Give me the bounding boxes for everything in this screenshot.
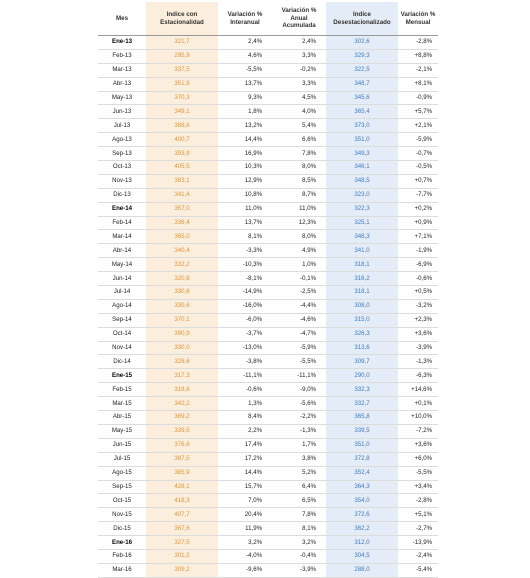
variacion-mensual-cell: +14,6% <box>398 383 438 397</box>
indice-desestacionalizado-cell: 362,2 <box>326 522 398 536</box>
indice-desestacionalizado-cell: 372,6 <box>326 508 398 522</box>
table-row <box>98 480 438 494</box>
variacion-mensual-cell: +3,4% <box>398 480 438 494</box>
variacion-anual-acumulada-cell: 8,5% <box>272 174 326 188</box>
variacion-interanual-cell: -10,3% <box>218 258 272 272</box>
variacion-interanual-cell: -11,1% <box>218 369 272 383</box>
variacion-anual-acumulada-cell: 8,1% <box>272 522 326 536</box>
indice-desestacionalizado-cell: 302,6 <box>326 36 398 50</box>
variacion-anual-acumulada-cell: 8,0% <box>272 230 326 244</box>
table-row <box>98 63 438 77</box>
month-cell: Jul-13 <box>98 119 146 133</box>
indice-estacionalidad-cell: 370,3 <box>146 91 218 105</box>
variacion-mensual-cell: +0,5% <box>398 286 438 300</box>
variacion-mensual-cell: -5,5% <box>398 466 438 480</box>
variacion-mensual-cell: +6,0% <box>398 452 438 466</box>
indice-estacionalidad-cell: 369,2 <box>146 411 218 425</box>
table-row <box>98 494 438 508</box>
indice-estacionalidad-cell: 342,2 <box>146 397 218 411</box>
variacion-anual-acumulada-cell: -0,1% <box>272 272 326 286</box>
indice-desestacionalizado-cell: 373,0 <box>326 119 398 133</box>
month-cell: Sep-14 <box>98 313 146 327</box>
indice-desestacionalizado-cell: 313,6 <box>326 341 398 355</box>
month-cell: Mar-15 <box>98 397 146 411</box>
month-cell: Dic-15 <box>98 522 146 536</box>
variacion-mensual-cell: -1,3% <box>398 355 438 369</box>
variacion-anual-acumulada-cell: 1,7% <box>272 438 326 452</box>
variacion-anual-acumulada-cell: 6,5% <box>272 494 326 508</box>
variacion-mensual-cell: +0,7% <box>398 174 438 188</box>
table-row <box>98 424 438 438</box>
indice-desestacionalizado-cell: 351,0 <box>326 133 398 147</box>
variacion-interanual-cell: 17,2% <box>218 452 272 466</box>
indice-estacionalidad-cell: 349,1 <box>146 105 218 119</box>
table-row <box>98 397 438 411</box>
month-cell: May-14 <box>98 258 146 272</box>
variacion-interanual-cell: 14,4% <box>218 133 272 147</box>
table-row <box>98 299 438 313</box>
variacion-anual-acumulada-cell: 8,7% <box>272 188 326 202</box>
indice-estacionalidad-cell: 337,5 <box>146 63 218 77</box>
variacion-anual-acumulada-cell: -5,5% <box>272 355 326 369</box>
indice-desestacionalizado-cell: 329,3 <box>326 49 398 63</box>
variacion-interanual-cell: -13,0% <box>218 341 272 355</box>
indice-desestacionalizado-cell: 354,0 <box>326 494 398 508</box>
variacion-mensual-cell: -2,7% <box>398 522 438 536</box>
variacion-interanual-cell: 4,6% <box>218 49 272 63</box>
indice-desestacionalizado-cell: 309,7 <box>326 355 398 369</box>
variacion-interanual-cell: -3,8% <box>218 355 272 369</box>
indice-estacionalidad-cell: 330,0 <box>146 341 218 355</box>
variacion-interanual-cell: 13,7% <box>218 77 272 91</box>
variacion-mensual-cell: -0,9% <box>398 91 438 105</box>
indice-desestacionalizado-cell: 364,3 <box>326 480 398 494</box>
indice-desestacionalizado-cell: 318,1 <box>326 258 398 272</box>
variacion-mensual-cell: +0,2% <box>398 202 438 216</box>
month-cell: Ene-16 <box>98 536 146 550</box>
month-cell: Ene-13 <box>98 36 146 50</box>
variacion-interanual-cell: 11,0% <box>218 202 272 216</box>
variacion-mensual-cell: +5,1% <box>398 508 438 522</box>
variacion-interanual-cell: 13,2% <box>218 119 272 133</box>
month-cell: Ago-13 <box>98 133 146 147</box>
variacion-anual-acumulada-cell: 5,4% <box>272 119 326 133</box>
month-cell: Jun-13 <box>98 105 146 119</box>
variacion-interanual-cell: 12,9% <box>218 174 272 188</box>
variacion-interanual-cell: -3,3% <box>218 244 272 258</box>
variacion-interanual-cell: -8,1% <box>218 272 272 286</box>
month-cell: Abr-15 <box>98 411 146 425</box>
variacion-mensual-cell: -2,4% <box>398 549 438 563</box>
variacion-mensual-cell: -0,7% <box>398 147 438 161</box>
variacion-anual-acumulada-cell: -2,5% <box>272 286 326 300</box>
indice-estacionalidad-cell: 332,2 <box>146 258 218 272</box>
indices-table <box>98 2 438 578</box>
variacion-mensual-cell: -7,2% <box>398 424 438 438</box>
table-row <box>98 411 438 425</box>
indice-estacionalidad-cell: 418,3 <box>146 494 218 508</box>
variacion-mensual-cell: +0,9% <box>398 216 438 230</box>
month-cell: Ago-15 <box>98 466 146 480</box>
month-cell: Jul-14 <box>98 286 146 300</box>
month-cell: Dic-14 <box>98 355 146 369</box>
variacion-anual-acumulada-cell: 4,0% <box>272 105 326 119</box>
table-row <box>98 272 438 286</box>
variacion-interanual-cell: -16,0% <box>218 299 272 313</box>
table-row <box>98 355 438 369</box>
table-row <box>98 383 438 397</box>
month-cell: Oct-13 <box>98 161 146 175</box>
month-cell: Mar-14 <box>98 230 146 244</box>
month-cell: Oct-14 <box>98 327 146 341</box>
variacion-mensual-cell: -3,9% <box>398 341 438 355</box>
indice-desestacionalizado-cell: 318,1 <box>326 286 398 300</box>
indice-estacionalidad-cell: 318,6 <box>146 383 218 397</box>
variacion-anual-acumulada-cell: 6,4% <box>272 480 326 494</box>
indice-desestacionalizado-cell: 352,4 <box>326 466 398 480</box>
variacion-interanual-cell: 8,1% <box>218 230 272 244</box>
month-cell: Nov-14 <box>98 341 146 355</box>
variacion-anual-acumulada-cell: -5,6% <box>272 397 326 411</box>
table-row <box>98 216 438 230</box>
variacion-interanual-cell: 3,2% <box>218 536 272 550</box>
table-row <box>98 341 438 355</box>
indice-estacionalidad-cell: 400,7 <box>146 133 218 147</box>
variacion-mensual-cell: -3,2% <box>398 299 438 313</box>
indice-estacionalidad-cell: 376,6 <box>146 438 218 452</box>
indice-estacionalidad-cell: 351,9 <box>146 77 218 91</box>
indice-desestacionalizado-cell: 332,3 <box>326 383 398 397</box>
indice-desestacionalizado-cell: 339,5 <box>326 424 398 438</box>
table-row <box>98 522 438 536</box>
variacion-mensual-cell: +7,1% <box>398 230 438 244</box>
variacion-mensual-cell: +3,6% <box>398 327 438 341</box>
month-cell: Jun-14 <box>98 272 146 286</box>
variacion-interanual-cell: 2,4% <box>218 36 272 50</box>
variacion-mensual-cell: -5,9% <box>398 133 438 147</box>
variacion-anual-acumulada-cell: -4,6% <box>272 313 326 327</box>
variacion-anual-acumulada-cell: -3,9% <box>272 563 326 577</box>
indice-estacionalidad-cell: 407,7 <box>146 508 218 522</box>
variacion-anual-acumulada-cell: 3,8% <box>272 452 326 466</box>
table-row <box>98 438 438 452</box>
variacion-mensual-cell: -6,3% <box>398 369 438 383</box>
indice-estacionalidad-cell: 367,6 <box>146 522 218 536</box>
variacion-mensual-cell: -7,7% <box>398 188 438 202</box>
indice-estacionalidad-cell: 370,1 <box>146 313 218 327</box>
variacion-interanual-cell: -9,6% <box>218 563 272 577</box>
header-indice-estacionalidad: Indice con Estacionalidad <box>146 2 218 36</box>
variacion-anual-acumulada-cell: 3,3% <box>272 49 326 63</box>
indice-estacionalidad-cell: 327,5 <box>146 536 218 550</box>
indice-estacionalidad-cell: 357,0 <box>146 202 218 216</box>
variacion-anual-acumulada-cell: 5,2% <box>272 466 326 480</box>
indice-estacionalidad-cell: 320,8 <box>146 272 218 286</box>
variacion-mensual-cell: -0,6% <box>398 272 438 286</box>
variacion-anual-acumulada-cell: -1,3% <box>272 424 326 438</box>
indice-desestacionalizado-cell: 365,8 <box>326 411 398 425</box>
variacion-anual-acumulada-cell: 7,8% <box>272 147 326 161</box>
table-row <box>98 188 438 202</box>
month-cell: Mar-13 <box>98 63 146 77</box>
indice-desestacionalizado-cell: 323,0 <box>326 188 398 202</box>
indice-desestacionalizado-cell: 348,7 <box>326 77 398 91</box>
variacion-anual-acumulada-cell: -0,2% <box>272 63 326 77</box>
variacion-interanual-cell: -0,6% <box>218 383 272 397</box>
month-cell: Abr-14 <box>98 244 146 258</box>
variacion-mensual-cell: -0,5% <box>398 161 438 175</box>
table-row <box>98 369 438 383</box>
variacion-anual-acumulada-cell: -11,1% <box>272 369 326 383</box>
month-cell: Dic-13 <box>98 188 146 202</box>
table-row <box>98 174 438 188</box>
indice-estacionalidad-cell: 383,1 <box>146 174 218 188</box>
indice-desestacionalizado-cell: 351,0 <box>326 438 398 452</box>
variacion-anual-acumulada-cell: 12,3% <box>272 216 326 230</box>
indice-desestacionalizado-cell: 332,7 <box>326 397 398 411</box>
table-row <box>98 452 438 466</box>
month-cell: Jun-15 <box>98 438 146 452</box>
indice-estacionalidad-cell: 365,0 <box>146 230 218 244</box>
table-row <box>98 508 438 522</box>
indice-estacionalidad-cell: 301,2 <box>146 549 218 563</box>
table-row <box>98 563 438 577</box>
variacion-mensual-cell: -2,1% <box>398 63 438 77</box>
month-cell: Abr-13 <box>98 77 146 91</box>
indice-desestacionalizado-cell: 348,3 <box>326 230 398 244</box>
table-row <box>98 258 438 272</box>
variacion-anual-acumulada-cell: -9,0% <box>272 383 326 397</box>
table-row <box>98 36 438 50</box>
variacion-interanual-cell: 13,7% <box>218 216 272 230</box>
variacion-interanual-cell: 7,0% <box>218 494 272 508</box>
variacion-interanual-cell: 10,8% <box>218 188 272 202</box>
data-table-container <box>98 2 438 578</box>
month-cell: Sep-15 <box>98 480 146 494</box>
table-row <box>98 536 438 550</box>
variacion-anual-acumulada-cell: 3,3% <box>272 77 326 91</box>
variacion-anual-acumulada-cell: -4,7% <box>272 327 326 341</box>
indice-estacionalidad-cell: 405,5 <box>146 161 218 175</box>
variacion-mensual-cell: +2,3% <box>398 313 438 327</box>
month-cell: Ago-14 <box>98 299 146 313</box>
indice-estacionalidad-cell: 393,9 <box>146 147 218 161</box>
indice-desestacionalizado-cell: 288,0 <box>326 563 398 577</box>
month-cell: Feb-15 <box>98 383 146 397</box>
variacion-interanual-cell: 11,9% <box>218 522 272 536</box>
variacion-mensual-cell: -13,9% <box>398 536 438 550</box>
indice-estacionalidad-cell: 330,6 <box>146 299 218 313</box>
variacion-interanual-cell: -3,7% <box>218 327 272 341</box>
variacion-anual-acumulada-cell: 2,4% <box>272 36 326 50</box>
indice-desestacionalizado-cell: 349,3 <box>326 147 398 161</box>
table-body <box>98 36 438 578</box>
indice-estacionalidad-cell: 428,1 <box>146 480 218 494</box>
variacion-anual-acumulada-cell: -2,2% <box>272 411 326 425</box>
variacion-mensual-cell: +10,0% <box>398 411 438 425</box>
indice-estacionalidad-cell: 321,7 <box>146 36 218 50</box>
variacion-anual-acumulada-cell: -5,9% <box>272 341 326 355</box>
variacion-mensual-cell: +0,1% <box>398 397 438 411</box>
indice-desestacionalizado-cell: 326,3 <box>326 327 398 341</box>
table-row <box>98 286 438 300</box>
indice-desestacionalizado-cell: 290,0 <box>326 369 398 383</box>
variacion-interanual-cell: 14,4% <box>218 466 272 480</box>
indice-desestacionalizado-cell: 316,2 <box>326 272 398 286</box>
table-row <box>98 313 438 327</box>
indice-desestacionalizado-cell: 345,6 <box>326 91 398 105</box>
indice-desestacionalizado-cell: 312,0 <box>326 536 398 550</box>
variacion-anual-acumulada-cell: -0,4% <box>272 549 326 563</box>
header-mes: Mes <box>98 2 146 36</box>
table-row <box>98 133 438 147</box>
variacion-mensual-cell: -1,9% <box>398 244 438 258</box>
indice-estacionalidad-cell: 385,9 <box>146 466 218 480</box>
month-cell: Feb-14 <box>98 216 146 230</box>
variacion-anual-acumulada-cell: 4,9% <box>272 244 326 258</box>
variacion-interanual-cell: 9,3% <box>218 91 272 105</box>
variacion-anual-acumulada-cell: 11,0% <box>272 202 326 216</box>
variacion-interanual-cell: -6,0% <box>218 313 272 327</box>
table-row <box>98 327 438 341</box>
variacion-anual-acumulada-cell: -4,4% <box>272 299 326 313</box>
variacion-mensual-cell: +3,6% <box>398 438 438 452</box>
indice-desestacionalizado-cell: 304,5 <box>326 549 398 563</box>
variacion-anual-acumulada-cell: 8,0% <box>272 161 326 175</box>
variacion-interanual-cell: -5,5% <box>218 63 272 77</box>
indice-desestacionalizado-cell: 308,0 <box>326 299 398 313</box>
month-cell: Ene-15 <box>98 369 146 383</box>
month-cell: Oct-15 <box>98 494 146 508</box>
month-cell: Mar-16 <box>98 563 146 577</box>
table-row <box>98 202 438 216</box>
indice-estacionalidad-cell: 387,5 <box>146 452 218 466</box>
variacion-interanual-cell: 17,4% <box>218 438 272 452</box>
indice-desestacionalizado-cell: 322,3 <box>326 202 398 216</box>
table-row <box>98 161 438 175</box>
variacion-mensual-cell: -2,8% <box>398 494 438 508</box>
variacion-mensual-cell: +8,8% <box>398 49 438 63</box>
variacion-mensual-cell: +8,1% <box>398 77 438 91</box>
variacion-anual-acumulada-cell: 3,2% <box>272 536 326 550</box>
month-cell: May-15 <box>98 424 146 438</box>
variacion-interanual-cell: 10,3% <box>218 161 272 175</box>
variacion-interanual-cell: 2,2% <box>218 424 272 438</box>
month-cell: Nov-15 <box>98 508 146 522</box>
indice-estacionalidad-cell: 388,6 <box>146 119 218 133</box>
variacion-mensual-cell: +2,1% <box>398 119 438 133</box>
indice-estacionalidad-cell: 317,3 <box>146 369 218 383</box>
table-row <box>98 49 438 63</box>
indice-desestacionalizado-cell: 348,5 <box>326 174 398 188</box>
indice-estacionalidad-cell: 390,9 <box>146 327 218 341</box>
variacion-interanual-cell: 1,3% <box>218 397 272 411</box>
table-row <box>98 77 438 91</box>
header-variacion-interanual: Variación % Interanual <box>218 2 272 36</box>
table-row <box>98 230 438 244</box>
variacion-interanual-cell: -4,0% <box>218 549 272 563</box>
month-cell: Nov-13 <box>98 174 146 188</box>
table-row <box>98 119 438 133</box>
variacion-anual-acumulada-cell: 1,0% <box>272 258 326 272</box>
month-cell: Feb-13 <box>98 49 146 63</box>
indice-desestacionalizado-cell: 325,1 <box>326 216 398 230</box>
variacion-interanual-cell: 1,8% <box>218 105 272 119</box>
indice-desestacionalizado-cell: 365,4 <box>326 105 398 119</box>
variacion-mensual-cell: -5,4% <box>398 563 438 577</box>
indice-estacionalidad-cell: 295,9 <box>146 49 218 63</box>
variacion-interanual-cell: 15,7% <box>218 480 272 494</box>
variacion-interanual-cell: 16,9% <box>218 147 272 161</box>
variacion-mensual-cell: -6,9% <box>398 258 438 272</box>
variacion-interanual-cell: 8,4% <box>218 411 272 425</box>
indice-estacionalidad-cell: 328,6 <box>146 355 218 369</box>
indice-estacionalidad-cell: 336,4 <box>146 216 218 230</box>
variacion-anual-acumulada-cell: 6,6% <box>272 133 326 147</box>
variacion-mensual-cell: +5,7% <box>398 105 438 119</box>
indice-estacionalidad-cell: 340,4 <box>146 244 218 258</box>
table-row <box>98 466 438 480</box>
variacion-interanual-cell: 20,4% <box>218 508 272 522</box>
table-row <box>98 244 438 258</box>
indice-estacionalidad-cell: 309,2 <box>146 563 218 577</box>
table-row <box>98 549 438 563</box>
header-indice-desestacionalizado: Indice Desestacionalizado <box>326 2 398 36</box>
month-cell: May-13 <box>98 91 146 105</box>
indice-desestacionalizado-cell: 315,0 <box>326 313 398 327</box>
indice-desestacionalizado-cell: 372,8 <box>326 452 398 466</box>
table-row <box>98 105 438 119</box>
indice-desestacionalizado-cell: 322,5 <box>326 63 398 77</box>
indice-estacionalidad-cell: 330,6 <box>146 286 218 300</box>
month-cell: Sep-13 <box>98 147 146 161</box>
indice-estacionalidad-cell: 339,5 <box>146 424 218 438</box>
header-variacion-anual-acumulada: Variación % Anual Acumulada <box>272 2 326 36</box>
table-row <box>98 91 438 105</box>
indice-desestacionalizado-cell: 341,0 <box>326 244 398 258</box>
variacion-anual-acumulada-cell: 4,5% <box>272 91 326 105</box>
month-cell: Feb-16 <box>98 549 146 563</box>
indice-estacionalidad-cell: 341,4 <box>146 188 218 202</box>
header-variacion-mensual: Variación % Mensual <box>398 2 438 36</box>
variacion-anual-acumulada-cell: 7,8% <box>272 508 326 522</box>
variacion-interanual-cell: -14,9% <box>218 286 272 300</box>
header-row <box>98 2 438 36</box>
month-cell: Jul-15 <box>98 452 146 466</box>
indice-desestacionalizado-cell: 346,1 <box>326 161 398 175</box>
month-cell: Ene-14 <box>98 202 146 216</box>
table-row <box>98 147 438 161</box>
variacion-mensual-cell: -2,8% <box>398 36 438 50</box>
